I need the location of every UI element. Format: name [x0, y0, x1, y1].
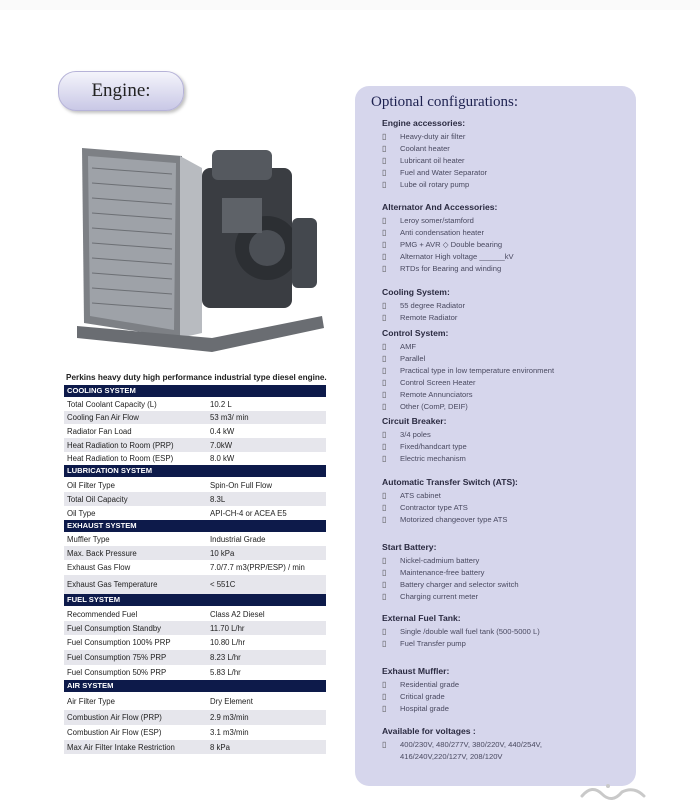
checkbox-icon[interactable]: ▯ [382, 556, 387, 565]
spec-row [64, 452, 326, 465]
group-title: Exhaust Muffler: [382, 666, 450, 676]
section-header: FUEL SYSTEM [64, 594, 326, 606]
option-label: 400/230V, 480/277V, 380/220V, 440/254V, 416/240V,220/127V, 208/120V [400, 740, 543, 761]
option-item[interactable] [382, 377, 614, 389]
spec-table [64, 385, 326, 754]
checkbox-icon[interactable]: ▯ [382, 627, 387, 636]
spec-label: Max. Back Pressure [67, 548, 137, 558]
checkbox-icon[interactable]: ▯ [382, 740, 387, 749]
spec-row [64, 635, 326, 650]
spec-value: 8.3L [210, 494, 226, 504]
engine-title-tab [58, 71, 184, 111]
spec-row [64, 710, 326, 725]
spec-label: Oil Filter Type [67, 480, 115, 490]
option-label: Fuel and Water Separator [400, 168, 488, 177]
option-label: Single /double wall fuel tank (500-5000 L) [400, 627, 540, 636]
group-title: Cooling System: [382, 287, 450, 297]
checkbox-icon[interactable]: ▯ [382, 592, 387, 601]
checkbox-icon[interactable]: ▯ [382, 515, 387, 524]
section-header: COOLING SYSTEM [64, 385, 326, 397]
spec-value: API-CH-4 or ACEA E5 [210, 508, 287, 518]
option-item[interactable] [382, 638, 602, 650]
spec-value: 8.23 L/hr [210, 653, 241, 662]
option-item[interactable] [382, 567, 519, 579]
option-item[interactable] [382, 227, 614, 239]
option-label: Contractor type ATS [400, 503, 468, 512]
spec-value: 7.0kW [210, 440, 233, 450]
option-item[interactable] [382, 579, 519, 591]
option-item[interactable] [382, 453, 467, 465]
spec-row [64, 411, 326, 424]
spec-label: Fuel Consumption 75% PRP [67, 653, 167, 662]
spec-value: 2.9 m3/min [210, 713, 249, 722]
spec-value: Industrial Grade [210, 535, 266, 544]
checkbox-icon[interactable]: ▯ [382, 503, 387, 512]
option-label: Other (ComP, DEIF) [400, 402, 468, 411]
option-label: Charging current meter [400, 592, 479, 601]
option-group [382, 542, 519, 603]
optional-configurations-panel [355, 86, 636, 786]
option-item[interactable] [382, 626, 602, 638]
checkbox-icon[interactable]: ▯ [382, 366, 387, 375]
spec-value: 5.83 L/hr [210, 668, 241, 677]
spec-row [64, 740, 326, 754]
option-group [382, 416, 467, 465]
checkbox-icon[interactable]: ▯ [382, 240, 387, 249]
option-item[interactable] [382, 155, 487, 167]
watermark-logo [578, 780, 648, 802]
checkbox-icon[interactable]: ▯ [382, 454, 387, 463]
spec-label: Oil Type [67, 508, 96, 518]
spec-label: Recommended Fuel [67, 609, 138, 619]
option-item[interactable] [382, 691, 459, 703]
option-label: Battery charger and selector switch [400, 580, 519, 589]
engine-photo [62, 138, 327, 368]
checkbox-icon[interactable]: ▯ [382, 378, 387, 387]
spec-label: Fuel Consumption Standby [67, 623, 162, 633]
spec-label: Exhaust Gas Flow [67, 563, 131, 572]
spec-label: Total Coolant Capacity (L) [67, 400, 157, 409]
option-item[interactable] [382, 441, 467, 453]
checkbox-icon[interactable]: ▯ [382, 156, 387, 165]
option-group [382, 477, 518, 526]
checkbox-icon[interactable]: ▯ [382, 301, 387, 310]
option-label: Fixed/handcart type [400, 442, 467, 451]
spec-label: Exhaust Gas Temperature [67, 580, 158, 589]
spec-label: Heat Radiation to Room (ESP) [67, 454, 174, 463]
option-label: AMF [400, 342, 417, 351]
spec-label: Radiator Fan Load [67, 426, 132, 436]
checkbox-icon[interactable]: ▯ [382, 704, 387, 713]
option-item[interactable] [382, 300, 465, 312]
spec-value: 10 kPa [210, 548, 235, 558]
spec-value: 10.80 L/hr [210, 638, 246, 647]
option-label: Parallel [400, 354, 426, 363]
spec-row [64, 621, 326, 635]
spec-label: Cooling Fan Air Flow [67, 413, 139, 422]
checkbox-icon[interactable]: ▯ [382, 264, 387, 273]
option-group [382, 613, 602, 650]
checkbox-icon[interactable]: ▯ [382, 680, 387, 689]
option-label: Maintenance-free battery [400, 568, 485, 577]
option-item[interactable] [382, 490, 518, 502]
option-label: 3/4 poles [400, 430, 431, 439]
option-label: Residential grade [400, 680, 460, 689]
spec-label: Total Oil Capacity [67, 494, 128, 504]
option-label: Alternator High voltage ______kV [400, 252, 514, 261]
checkbox-icon[interactable]: ▯ [382, 568, 387, 577]
spec-row [64, 575, 326, 594]
spec-row [64, 546, 326, 560]
spec-value: 8.0 kW [210, 454, 235, 463]
option-item[interactable] [382, 389, 614, 401]
spec-value: Class A2 Diesel [210, 609, 265, 619]
option-item[interactable] [382, 143, 487, 155]
group-title: External Fuel Tank: [382, 613, 461, 623]
checkbox-icon[interactable]: ▯ [382, 491, 387, 500]
checkbox-icon[interactable]: ▯ [382, 132, 387, 141]
spec-value: 0.4 kW [210, 426, 235, 436]
option-label: Electric mechanism [400, 454, 466, 463]
option-group [382, 287, 465, 324]
option-item[interactable] [382, 365, 614, 377]
spec-label: Air Filter Type [67, 697, 115, 706]
spec-value: < 551C [210, 580, 236, 589]
option-item[interactable] [382, 679, 459, 691]
spec-value: Dry Element [210, 697, 253, 706]
spec-label: Muffler Type [67, 535, 110, 544]
checkbox-icon[interactable]: ▯ [382, 216, 387, 225]
option-label: Remote Radiator [400, 313, 458, 322]
section-header: AIR SYSTEM [64, 680, 326, 692]
group-title: Automatic Transfer Switch (ATS): [382, 477, 518, 487]
spec-row [64, 398, 326, 411]
panel-title: Optional configurations: [371, 94, 519, 110]
spec-row [64, 438, 326, 452]
checkbox-icon[interactable]: ▯ [382, 402, 387, 411]
spec-value: 8 kPa [210, 742, 230, 752]
option-label: Coolant heater [400, 144, 450, 153]
option-item[interactable] [382, 131, 487, 143]
option-label: PMG + AVR ◇ Double bearing [400, 240, 503, 249]
option-item[interactable] [382, 555, 519, 567]
option-item[interactable] [382, 239, 614, 251]
option-label: Control Screen Heater [400, 378, 476, 387]
spec-label: Max Air Filter Intake Restriction [67, 742, 175, 752]
option-label: Leroy somer/stamford [400, 216, 474, 225]
spec-row [64, 533, 326, 546]
spec-value: 7.0/7.7 m3(PRP/ESP) / min [210, 563, 305, 572]
option-label: Hospital grade [400, 704, 449, 713]
spec-row [64, 492, 326, 506]
option-item[interactable] [382, 591, 519, 603]
option-group [382, 202, 614, 275]
option-label: Practical type in low temperature environment [400, 366, 555, 375]
group-title: Alternator And Accessories: [382, 202, 498, 212]
option-label: Fuel Transfer pump [400, 639, 466, 648]
option-label: Motorized changeover type ATS [400, 515, 508, 524]
option-group [382, 118, 487, 191]
group-title: Circuit Breaker: [382, 416, 447, 426]
engine-caption: Perkins heavy duty high performance industrial type diesel engine. [66, 373, 327, 382]
option-item[interactable] [382, 502, 518, 514]
spec-value: Spin-On Full Flow [210, 480, 272, 490]
option-item[interactable] [382, 353, 614, 365]
spec-value: 11.70 L/hr [210, 623, 245, 633]
group-title: Start Battery: [382, 542, 437, 552]
spec-label: Fuel Consumption 100% PRP [67, 638, 171, 647]
spec-label: Fuel Consumption 50% PRP [67, 668, 167, 677]
option-item[interactable] [382, 703, 459, 715]
section-header: LUBRICATION SYSTEM [64, 465, 326, 477]
checkbox-icon[interactable]: ▯ [382, 390, 387, 399]
spec-label: Combustion Air Flow (PRP) [67, 713, 162, 722]
option-item[interactable] [382, 341, 614, 353]
spec-label: Heat Radiation to Room (PRP) [67, 440, 174, 450]
checkbox-icon[interactable]: ▯ [382, 168, 387, 177]
option-item[interactable] [382, 401, 614, 413]
checkbox-icon[interactable]: ▯ [382, 639, 387, 648]
spec-row [64, 478, 326, 492]
checkbox-icon[interactable]: ▯ [382, 342, 387, 351]
option-label: Heavy-duty air filter [400, 132, 466, 141]
option-item[interactable] [382, 251, 614, 263]
option-item[interactable] [382, 215, 614, 227]
option-item[interactable] [382, 739, 597, 763]
spec-label: Combustion Air Flow (ESP) [67, 728, 162, 737]
option-item[interactable] [382, 514, 518, 526]
option-label: Critical grade [400, 692, 445, 701]
section-header: EXHAUST SYSTEM [64, 520, 326, 532]
group-title: Available for voltages : [382, 726, 476, 736]
engine-title: Engine: [91, 80, 151, 101]
option-label: Nickel-cadmium battery [400, 556, 480, 565]
spec-row [64, 665, 326, 680]
spec-value: 3.1 m3/min [210, 728, 249, 737]
spec-value: 10.2 L [210, 400, 232, 409]
option-group [382, 726, 597, 763]
spec-row [64, 725, 326, 740]
group-title: Engine accessories: [382, 118, 466, 128]
option-label: ATS cabinet [400, 491, 441, 500]
checkbox-icon[interactable]: ▯ [382, 430, 387, 439]
option-group [382, 328, 614, 413]
checkbox-icon[interactable]: ▯ [382, 580, 387, 589]
spec-row [64, 650, 326, 665]
group-title: Control System: [382, 328, 449, 338]
option-label: Remote Annunciators [400, 390, 473, 399]
spec-row [64, 424, 326, 438]
option-label: 55 degree Radiator [400, 301, 466, 310]
top-bar [0, 0, 700, 10]
option-label: Lube oil rotary pump [400, 180, 470, 189]
checkbox-icon[interactable]: ▯ [382, 442, 387, 451]
option-item[interactable] [382, 429, 467, 441]
checkbox-icon[interactable]: ▯ [382, 692, 387, 701]
option-item[interactable] [382, 263, 614, 275]
option-item[interactable] [382, 312, 465, 324]
option-group [382, 666, 459, 715]
checkbox-icon[interactable]: ▯ [382, 144, 387, 153]
spec-value: 53 m3/ min [210, 413, 249, 422]
checkbox-icon[interactable]: ▯ [382, 313, 387, 322]
option-item[interactable] [382, 167, 487, 179]
option-label: Anti condensation heater [400, 228, 485, 237]
spec-row [64, 693, 326, 710]
checkbox-icon[interactable]: ▯ [382, 354, 387, 363]
checkbox-icon[interactable]: ▯ [382, 228, 387, 237]
checkbox-icon[interactable]: ▯ [382, 252, 387, 261]
option-item[interactable] [382, 179, 487, 191]
spec-row [64, 560, 326, 575]
option-label: RTDs for Bearing and winding [400, 264, 502, 273]
spec-row [64, 506, 326, 520]
spec-row [64, 607, 326, 621]
option-label: Lubricant oil heater [400, 156, 465, 165]
checkbox-icon[interactable]: ▯ [382, 180, 387, 189]
